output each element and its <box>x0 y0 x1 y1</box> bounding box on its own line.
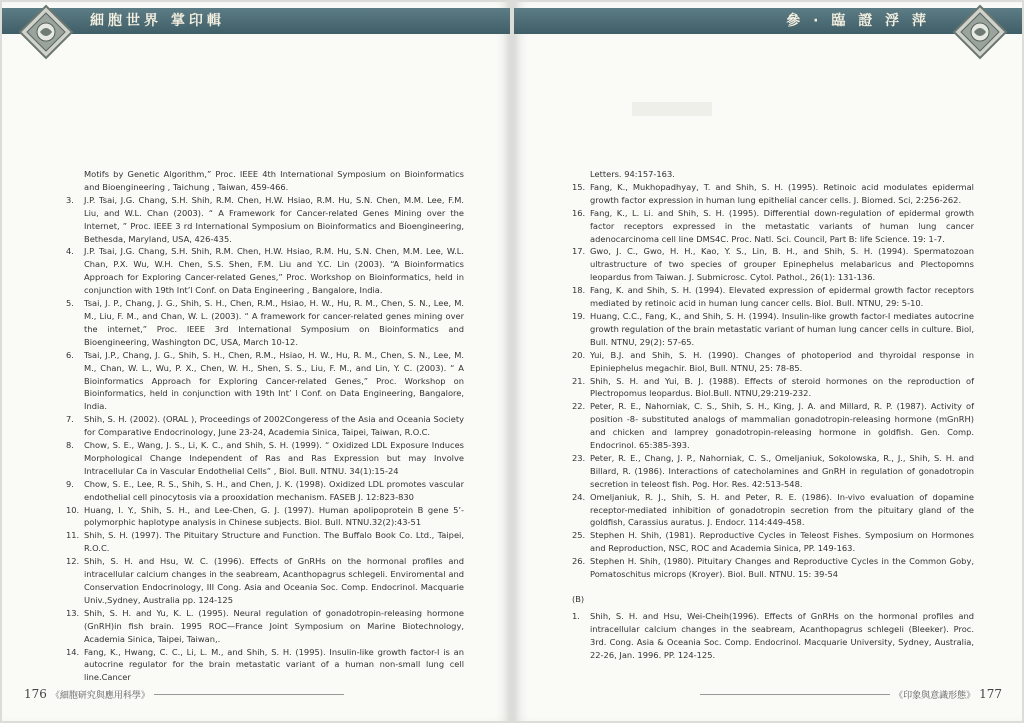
right-reference-list <box>572 168 974 662</box>
reference-item <box>66 555 464 607</box>
reference-text: Stephen H. Shih, (1981). Reproductive Cycles in Teleost Fishes. Symposium on Hormones and Reproduction, NSC, ROC and Academia Sinica, PP. 149-163. <box>590 530 974 554</box>
left-footer <box>24 687 344 701</box>
reference-number: 12. <box>66 556 80 567</box>
right-footer <box>700 687 1002 701</box>
reference-text: Stephen H. Shih, (1980). Pituitary Changes and Reproductive Cycles in the Common Goby, Pomatoschitus microps (Kroyer). Biol. Bull. NTNU. 15: 39-54 <box>590 556 974 580</box>
left-page <box>2 2 510 721</box>
page-number: 176 <box>24 687 47 701</box>
reference-number: 10. <box>66 504 80 515</box>
reference-continuation: Letters. 94:157-163. <box>590 169 675 179</box>
reference-text: Shih, S. H. and Yui, B. J. (1988). Effects of steroid hormones on the reproduction of Plectropomus leopardus. Biol.Bull. NTNU,29:219-232. <box>590 375 974 399</box>
reference-number: 19. <box>572 310 586 321</box>
diamond-emblem-icon <box>952 4 1008 60</box>
reference-text: Tsai, J. P., Chang, J. G., Shih, S. H., Chen, R.M., Hsiao, H. W., Hu, R. M., Chen, S. N., Lee, M. M., Liu, F. M., and Chan, W. L. (2003). “ A framework for cancer-related genes mining over the internet,” Proc. IEEE 3rd International Symposium on Bioinformatics and Bioengineering, Washington DC, USA, March 10-12. <box>84 298 464 347</box>
reference-item <box>66 297 464 349</box>
reference-number: 25. <box>572 530 586 541</box>
reference-text: Peter, R. E., Nahorniak, C. S., Shih, S. H., King, J. A. and Millard, R. P. (1987). Activity of position -8- substituted analogs of mammalian gonadotropin-releasing hormone (mGnRH) and chicken and lamprey gonadotropin-releasing hormone in goldfish. Gen. Comp. Endocrinol. 65:385-393. <box>590 401 974 451</box>
reference-text: Gwo, J. C., Gwo, H. H., Kao, Y. S., Lin, B. H., and Shih, S. H. (1994). Spermatozoan ultrastructure of two species of grouper Epinephelus melabaricus and Plectopomns leopardus from Taiwan. J. Submicrosc. Cytol. Pathol., 26(1): 131-136. <box>590 246 974 283</box>
reference-item <box>572 610 974 662</box>
reference-text: Shih, S. H. (2002). (ORAL ), Proceedings of 2002Congeress of the Asia and Oceania Society for Comparative Endocrinology, June 23-24, Academia Sinica, Taipei, Taiwan, R.O.C. <box>84 414 464 438</box>
reference-item <box>572 284 974 310</box>
right-page <box>514 2 1022 721</box>
section-label: (B) <box>572 594 585 604</box>
reference-number: 20. <box>572 349 586 360</box>
reference-number: 13. <box>66 607 80 618</box>
reference-item <box>66 439 464 478</box>
right-header-title: 參 · 臨 證 浮 萍 <box>514 8 1022 34</box>
reference-item <box>66 646 464 685</box>
reference-item <box>66 478 464 504</box>
reference-number: 26. <box>572 556 586 567</box>
reference-item <box>66 607 464 646</box>
reference-item <box>66 529 464 555</box>
reference-text: Fang, K., Mukhopadhyay, T. and Shih, S. H. (1995). Retinoic acid modulates epidermal growth factor expression in human lung epithelial cancer cells. J. Biomed. Sci, 2:256-262. <box>590 181 974 205</box>
reference-item <box>66 194 464 246</box>
reference-number: 3. <box>66 194 74 205</box>
reference-number: 8. <box>66 440 74 451</box>
reference-number: 18. <box>572 285 586 296</box>
reference-item <box>572 349 974 375</box>
footer-text: 《細胞研究與應用科學》 <box>50 690 150 701</box>
reference-number: 11. <box>66 530 80 541</box>
diamond-emblem-icon <box>18 4 74 60</box>
bleed-through-mark <box>632 102 712 116</box>
reference-number: 14. <box>66 646 80 657</box>
footer-text: 《印象與意識形態》 <box>894 690 976 701</box>
reference-number: 5. <box>66 298 74 309</box>
reference-text: Shih, S. H. (1997). The Pituitary Structure and Function. The Buffalo Book Co. Ltd., Taipei, R.O.C. <box>84 530 464 554</box>
left-reference-list <box>66 168 464 684</box>
reference-item <box>66 349 464 414</box>
reference-text: Shih, S. H. and Hsu, Wei-Cheih(1996). Effects of GnRHs on the hormonal profiles and intracellular calcium changes in the seabream, Acanthopagrus schlegeli (Bleeker). Proc. 3rd. Cong. Asia & Oceania Soc. Comp. Endocrinol. Macquarie University, Sydney, Australia, 22-26, Jan. 1996. PP. 124-125. <box>590 610 974 660</box>
reference-item <box>66 413 464 439</box>
reference-number: 15. <box>572 181 586 192</box>
reference-item <box>572 491 974 530</box>
page-number: 177 <box>979 687 1002 701</box>
reference-item <box>572 245 974 284</box>
reference-text: Omeljaniuk, R. J., Shih, S. H. and Peter, R. E. (1986). In-vivo evaluation of dopamine receptor-mediated inhibition of gonadotropin secretion from the pituitary gland of the goldfish, Carassius auratus. J. Endocr. 114:449-458. <box>590 491 974 528</box>
reference-number: 7. <box>66 414 74 425</box>
reference-item <box>66 245 464 297</box>
reference-item <box>572 555 974 581</box>
reference-number: 22. <box>572 401 586 412</box>
reference-text: Huang, C.C., Fang, K., and Shih, S. H. (1994). Insulin-like growth factor-I mediates autocrine growth regulation of the brain metastatic variant of human lung cancer cells in culture. Biol, Bull. NTNU, 29(2): 57-65. <box>590 310 974 347</box>
reference-text: Shih, S. H. and Yu, K. L. (1995). Neural regulation of gonadotropin-releasing hormone (GnRH)in fish brain. 1995 ROC—France Joint Symposium on Marine Biotechnology, Academia Sinica, Taipei, Taiwan,. <box>84 607 464 644</box>
reference-number: 1. <box>572 610 580 621</box>
reference-text: Tsai, J.P., Chang, J. G., Shih, S. H., Chen, R.M., Hsiao, H. W., Hu, R. M., Chen, S. N., Lee, M. M., Chan, W. L., Wu, P. X., Chen, W. H., Shen, S. S., Liu, F. M., and Lin, Y. C. (2003). “ A Bioinformatics Approach for Exploring Cancer-related Genes,” Proc. Workshop on Bioinformatics, held in conjunction with 19th Int’ l Conf. on Data Engineering, Bangalore, India. <box>84 349 464 412</box>
reference-text: Shih, S. H. and Hsu, W. C. (1996). Effects of GnRHs on the hormonal profiles and intracellular calcium changes in the seabream, Acanthopagrus schlegeli. Enviromental and Conservation Endocrinology, III Cong. Asia and Oceania Soc. Comp. Endocrinol. Macquarie Univ.,Sydney, Australia pp. 124-125 <box>84 556 464 605</box>
footer-rule <box>700 694 890 695</box>
reference-item <box>572 452 974 491</box>
reference-item <box>66 504 464 530</box>
reference-number: 24. <box>572 491 586 502</box>
reference-text: Chow, S. E., Lee, R. S., Shih, S. H., and Chen, J. K. (1998). Oxidized LDL promotes vascular endothelial cell pinocytosis via a prooxidation mechanism. FASEB J. 12:823-830 <box>84 478 464 502</box>
reference-text: Fang, K. and Shih, S. H. (1994). Elevated expression of epidermal growth factor receptors mediated by retinoic acid in human lung cancer cells. Biol. Bull. NTNU, 29: 5-10. <box>590 285 974 309</box>
reference-item <box>572 181 974 207</box>
reference-item <box>572 310 974 349</box>
reference-text: Chow, S. E., Wang, J. S., Li, K. C., and Shih, S. H. (1999). “ Oxidized LDL Exposure Induces Morphological Change Independent of Ras and Ras Expression but may Involve Intracellular Ca in Vascular Endothelial Cells” , Biol. Bull. NTNU. 34(1):15-24 <box>84 440 464 476</box>
reference-text: J.P. Tsai, J.G. Chang, S.H. Shih, R.M. Chen, H.W. Hsiao, R.M. Hu, S.N. Chen, M.M. Lee, W.L. Chan, P.X. Wu, W.H. Chen, S.S. Shen, F.M. Liu and Y.C. Lin (2003). “A Bioinformatics Approach for Exploring Cancer-related Genes,” Proc. Workshop on Bioinformatics, held in conjunction with 19th Int’l Conf. on Data Engineering , Bangalore, India. <box>84 246 464 296</box>
reference-text: Peter, R. E., Chang, J. P., Nahorniak, C. S., Omeljaniuk, Sokolowska, R., J., Shih, S. H. and Billard, R. (1986). Interactions of catecholamines and GnRH in regulation of gonadotropin secretion in teleost fish. Pog. Hor. Res. 42:513-548. <box>590 452 974 489</box>
reference-number: 21. <box>572 375 586 386</box>
footer-rule <box>154 694 344 695</box>
reference-number: 23. <box>572 452 586 463</box>
reference-number: 4. <box>66 246 74 257</box>
reference-number: 9. <box>66 478 74 489</box>
reference-text: Yui, B.J. and Shih, S. H. (1990). Changes of photoperiod and thyroidal response in Epiniephelus megachir. Biol, Bull. NTNU, 25: 78-85. <box>590 349 974 373</box>
reference-continuation: Motifs by Genetic Algorithm,” Proc. IEEE 4th International Symposium on Bioinformatics and Bioengineering , Taichung , Taiwan, 459-466. <box>84 169 464 192</box>
reference-text: Fang, K., Hwang, C. C., Li, L. M., and Shih, S. H. (1995). Insulin-like growth factor-I is an autocrine regulator for the brain metastatic variant of a human non-small lung cell line.Cancer <box>84 646 464 683</box>
reference-item <box>572 207 974 246</box>
reference-number: 17. <box>572 246 586 257</box>
reference-number: 16. <box>572 207 586 218</box>
reference-text: Fang, K., L. Li. and Shih, S. H. (1995). Differential down-regulation of epidermal growth factor receptors expressed in the metastatic variants of human lung cancer adenocarcinoma cell line DMS4C. Proc. Natl. Sci. Council, Part B: life Science. 19: 1-7. <box>590 207 974 244</box>
left-header-title: 細胞世界 掌印輯 <box>2 8 510 34</box>
reference-item <box>572 375 974 401</box>
reference-text: J.P. Tsai, J.G. Chang, S.H. Shih, R.M. Chen, H.W. Hsiao, R.M. Hu, S.N. Chen, M.M. Lee, F.M. Liu, and W.L. Chan (2003). “ A Framework for Cancer-related Genes Mining over the Internet, ” Proc. IEEE 3 rd International Symposium on Bioinformatics and Bioengineering, Bethesda, Maryland, USA, 426-435. <box>84 194 464 244</box>
reference-item <box>572 400 974 452</box>
reference-item <box>572 529 974 555</box>
reference-number: 6. <box>66 349 74 360</box>
reference-text: Huang, I. Y., Shih, S. H., and Lee-Chen, G. J. (1997). Human apolipoprotein B gene 5’-polymorphic haplotype analysis in Chinese subjects. Biol. Bull. NTNU.32(2):43-51 <box>84 504 464 528</box>
